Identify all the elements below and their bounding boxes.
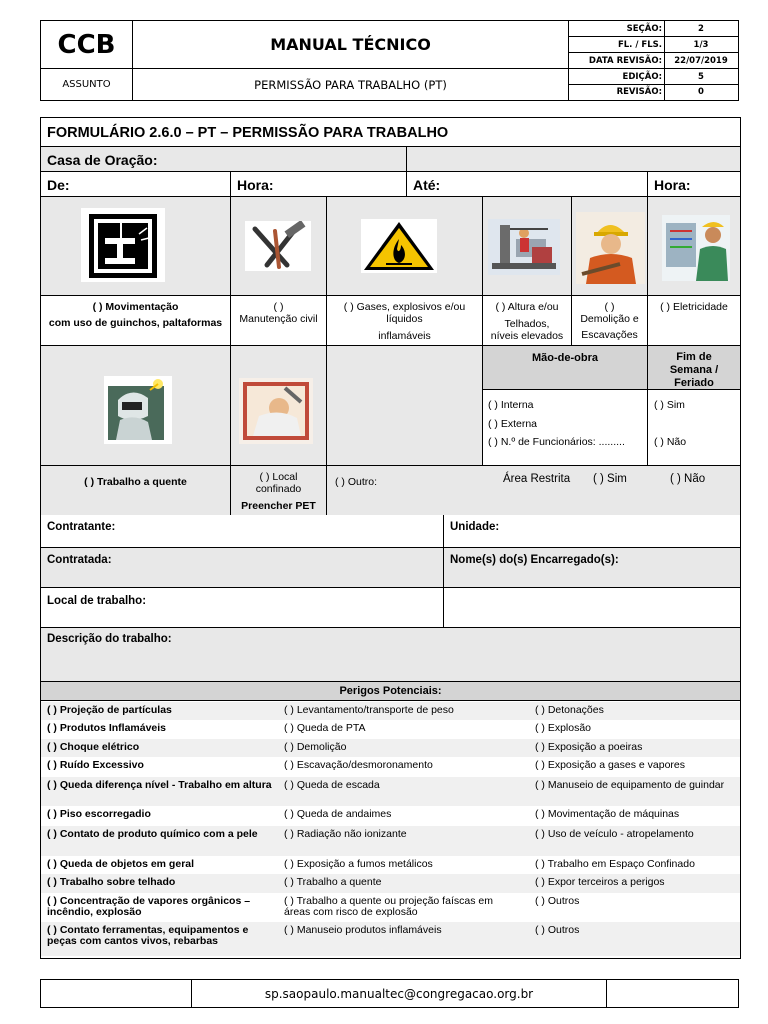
descricao-row [41,628,740,682]
option-num-funcionarios[interactable]: ( ) N.º de Funcionários: ......... [488,436,625,448]
area-restrita [483,471,740,511]
casa-field[interactable] [406,147,740,171]
type-label-line: inflamáveis [378,330,431,342]
hazard-item[interactable]: ( ) Queda de andaimes [284,808,392,820]
welding-icon [104,376,172,444]
local-label: Local de trabalho: [47,595,147,607]
type-altura[interactable] [483,301,571,342]
type-gases-explosivos[interactable] [327,301,482,342]
hazard-item[interactable]: ( ) Trabalho a quente [284,876,382,888]
type-manutencao-civil[interactable] [231,301,326,325]
hazard-row [41,826,740,856]
type-label-line: ( ) Altura e/ou [495,301,559,313]
work-types-row-2 [41,346,740,515]
mao-de-obra-header [483,346,647,390]
fim-semana-header [648,346,740,390]
logo-cell [41,21,133,69]
type-label-line: ( ) [273,301,284,313]
fim-semana-options [654,398,734,449]
type-trabalho-quente[interactable] [41,472,230,490]
casa-label: Casa de Oração: [47,152,158,168]
type-label-line: Telhados, [504,318,550,330]
meta-value: 5 [698,72,704,82]
hazard-item[interactable]: ( ) Escavação/desmoronamento [284,759,433,771]
meta-table [569,21,738,100]
casa-row [41,147,740,172]
meta-value: 22/07/2019 [674,56,728,66]
hazard-item[interactable]: ( ) Queda diferença nível - Trabalho em altura [47,779,272,791]
hora1-label: Hora: [237,177,274,193]
contratante-row [41,515,740,548]
type-label-line: Manutenção civil [239,313,318,325]
type-label-line: ( ) [604,301,615,313]
hazard-item[interactable]: ( ) Manuseio de equipamento de guindar [535,779,725,791]
work-types-row-1 [41,197,740,346]
hazard-item[interactable]: ( ) Ruído Excessivo [47,759,144,771]
contratada-row [41,548,740,588]
meta-row [569,21,738,37]
confined-space-icon [239,378,313,444]
type-label-line: Demolição e [580,313,639,325]
hazard-item[interactable]: ( ) Expor terceiros a perigos [535,876,665,888]
descricao-label: Descrição do trabalho: [47,633,172,645]
form-title-row [41,118,740,147]
area-restrita-nao[interactable]: ( ) Não [670,473,706,485]
form-title: FORMULÁRIO 2.6.0 – PT – PERMISSÃO PARA TRABALHO [47,125,449,141]
type-outro[interactable] [335,472,475,490]
type-label-line: Escavações [581,329,638,341]
type-label-line: ( ) Gases, explosivos e/ou [343,301,466,313]
type-eletricidade[interactable] [648,301,740,313]
hazard-item[interactable]: ( ) Exposição a poeiras [535,741,643,753]
assunto-label-cell [41,69,133,100]
hazard-item[interactable]: ( ) Exposição a fumos metálicos [284,858,433,870]
hazard-row [41,856,740,874]
contratada-label: Contratada: [47,554,112,566]
hazard-item[interactable]: ( ) Trabalho sobre telhado [47,876,176,888]
hazard-item[interactable]: ( ) Contato ferramentas, equipamentos e peças com cantos vivos, rebarbas [47,924,249,947]
area-restrita-sim[interactable]: ( ) Sim [593,473,627,485]
type-label-line: com uso de guinchos, paltaformas [48,317,223,329]
option-sim[interactable]: ( ) Sim [654,399,685,411]
contratante-label: Contratante: [47,521,116,533]
flammable-warning-icon [361,219,437,273]
type-label-line: ( ) Local [259,471,298,483]
type-local-confinado[interactable] [231,471,326,512]
ate-label: Até: [413,177,441,193]
hazard-item[interactable]: ( ) Choque elétrico [47,741,140,753]
height-work-icon [488,219,560,275]
hazard-item[interactable]: ( ) Outros [535,924,580,936]
assunto-label: ASSUNTO [62,79,111,90]
hazard-row [41,757,740,777]
document-footer [40,979,739,1008]
type-label-line: ( ) Eletricidade [660,301,728,313]
meta-row [569,37,738,53]
logo: CCB [57,29,116,60]
hazard-item[interactable]: ( ) Projeção de partículas [47,704,172,716]
type-label-line: confinado [255,483,302,495]
hazard-item[interactable]: ( ) Demolição [284,741,347,753]
de-label: De: [47,177,70,193]
tools-icon [245,221,311,271]
demolition-worker-icon [576,212,645,284]
hazard-row [41,720,740,739]
meta-value: 1/3 [693,40,709,50]
meta-label: REVISÃO: [616,87,662,97]
hazard-item[interactable]: ( ) Concentração de vapores orgânicos – incêndio, explosão [47,895,251,918]
hazard-row [41,893,740,922]
type-label-line: níveis elevados [490,330,564,342]
type-label-line: ( ) Outro: [335,476,378,488]
footer-email[interactable]: sp.saopaulo.manualtec@congregacao.org.br [264,986,534,1001]
meta-label: FL. / FLS. [617,40,662,50]
hazard-item[interactable]: ( ) Produtos Inflamáveis [47,722,167,734]
hazard-item[interactable]: ( ) Radiação não ionizante [284,828,407,840]
crane-load-icon [81,208,165,282]
period-row [41,172,740,197]
meta-label: DATA REVISÃO: [588,56,662,66]
hazard-row [41,777,740,806]
hazard-row [41,739,740,757]
hazard-item[interactable]: ( ) Piso escorregadio [47,808,151,820]
hazard-item[interactable]: ( ) Queda de PTA [284,722,366,734]
document-header [40,20,739,101]
electrician-icon [662,215,730,281]
meta-label: SEÇÃO: [626,24,662,34]
assunto-value: PERMISSÃO PARA TRABALHO (PT) [254,77,447,92]
unidade-label: Unidade: [450,521,500,533]
permit-form [40,117,741,959]
type-label-line: Preencher PET [241,500,316,512]
type-label-line: ( ) Trabalho a quente [84,476,187,488]
hazard-item[interactable]: ( ) Queda de escada [284,779,380,791]
title-cell [133,21,569,69]
meta-row [569,85,738,100]
de-field[interactable] [75,172,230,196]
hazard-row [41,922,740,956]
meta-row [569,69,738,85]
option-interna[interactable]: ( ) Interna [488,399,534,411]
hazard-item[interactable]: ( ) Queda de objetos em geral [47,858,195,870]
perigos-header [41,682,740,701]
local-row [41,588,740,628]
type-label-line: ( ) Movimentação [92,301,179,313]
hazard-item[interactable]: ( ) Explosão [535,722,592,734]
option-externa[interactable]: ( ) Externa [488,418,538,430]
hazard-item[interactable]: ( ) Detonações [535,704,604,716]
meta-value: 2 [698,24,704,34]
meta-label: EDIÇÃO: [622,72,662,82]
hazard-row [41,874,740,893]
option-nao[interactable]: ( ) Não [654,436,687,448]
type-label-line: líquidos [386,313,423,325]
area-restrita-label: Área Restrita [503,473,571,485]
hazard-item[interactable]: ( ) Trabalho em Espaço Confinado [535,858,695,870]
hazard-item[interactable]: ( ) Uso de veículo - atropelamento [535,828,694,840]
hora2-label: Hora: [654,177,691,193]
hazard-item[interactable]: ( ) Contato de produto químico com a pele [47,828,258,840]
type-demolicao[interactable] [572,301,647,341]
perigos-list [41,702,740,958]
meta-value: 0 [698,87,704,97]
hazard-item[interactable]: ( ) Levantamento/transporte de peso [284,704,454,716]
hazard-item[interactable]: ( ) Manuseio produtos inflamáveis [284,924,442,936]
hazard-item[interactable]: ( ) Outros [535,895,580,907]
manual-title: MANUAL TÉCNICO [270,35,431,54]
fim-semana-title: Fim de Semana / Feriado [669,351,719,389]
hazard-item[interactable]: ( ) Exposição a gases e vapores [535,759,685,771]
mao-de-obra-title: Mão-de-obra [532,352,598,364]
assunto-value-cell [133,69,569,100]
hazard-item[interactable]: ( ) Trabalho a quente ou projeção faíscas em áreas com risco de explosão [284,895,493,918]
meta-row [569,53,738,69]
hazard-row [41,702,740,720]
footer-email-cell [192,980,606,1007]
hazard-row [41,806,740,826]
type-movimentacao[interactable] [41,301,230,330]
encarregado-label: Nome(s) do(s) Encarregado(s): [450,554,619,566]
mao-de-obra-options [488,398,646,449]
hazard-item[interactable]: ( ) Movimentação de máquinas [535,808,680,820]
perigos-title: Perigos Potenciais: [339,685,442,697]
